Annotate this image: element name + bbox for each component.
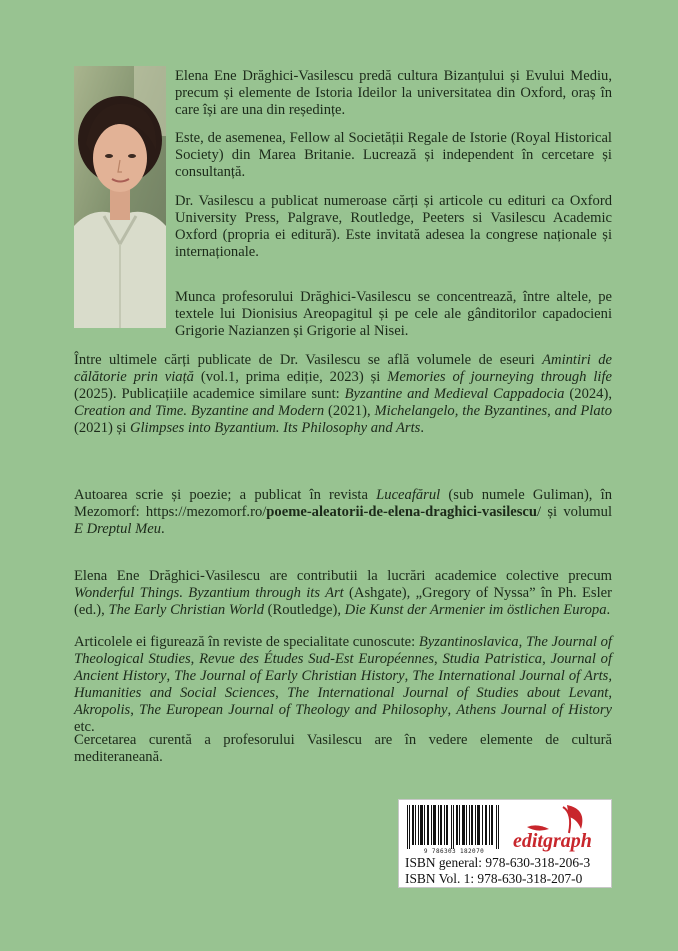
journals-paragraph: Articolele ei figurează în reviste de specialitate cunoscute: Byzantinoslavica, The Journal of Theological Studies, Revue des Études Sud-Est Européennes, Studia Patristica, Journal of Ancient History, The Journal of Early Christian History, The International Journal of Arts, Humanities and Social Sciences, The International Journal of Studies about Levant, Akropolis, The European Journal of Theology and Philosophy, Athens Journal of History etc. [74, 634, 613, 735]
book-title: Memories of journeying through life [387, 369, 612, 385]
work-title: The Early Christian World [108, 602, 265, 618]
editgraph-logo-icon [507, 803, 607, 855]
journal-title: Studia Patristica [442, 651, 543, 667]
poetry-paragraph: Autoarea scrie și poezie; a publicat în revista Luceafărul (sub numele Guliman), în Mezomorf: https://mezomorf.ro/poeme-aleatorii-de-elena-draghici-vasilescu/ și volumul E Dreptul Meu. [74, 487, 612, 537]
book-title: Byzantine and Medieval Cappadocia [344, 386, 565, 402]
books-paragraph: Între ultimele cărți publicate de Dr. Vasilescu se află volumele de eseuri Amintiri de călătorie prin viață (vol.1, prima ediție, 2023) și Memories of journeying through life (2025). Publicațiile academice similare sunt: Byzantine and Medieval Cappadocia (2024), Creation and Time. Byzantine and Modern (2021), Michelangelo, the Byzantines, and Plato (2021) și Glimpses into Byzantium. Its Philosophy and Arts. [74, 352, 613, 436]
barcode-number: 9 786303 182070 [423, 848, 485, 855]
journal-title: Revue des Études Sud-Est Européennes [199, 651, 435, 667]
isbn-vol1: ISBN Vol. 1: 978-630-318-207-0 [405, 871, 583, 886]
poetry-url-path: poeme-aleatorii-de-elena-draghici-vasilescu [266, 504, 538, 520]
journal-title: Byzantinoslavica [418, 634, 519, 650]
current-research-paragraph: Cercetarea curentă a profesorului Vasilescu are în vedere elemente de cultură mediteraneană. [74, 732, 612, 765]
book-title: Amintiri de călătorie prin viață [74, 352, 612, 385]
bio-paragraph-3: Dr. Vasilescu a publicat numeroase cărți și articole cu edituri ca Oxford University Press, Palgrave, Routledge, Peeters si Vasilescu Academic Oxford (propria ei editură). Este invitată adesea la congrese naționale și internaționale. [175, 193, 612, 260]
bio-paragraph-1: Elena Ene Drăghici-Vasilescu predă cultura Bizanțului și Evului Mediu, precum și elemente de Istoria Ideilor la universitatea din Oxford, oraș în care își are una din reședințe. [175, 68, 612, 118]
book-title: Creation and Time. Byzantine and Modern [74, 403, 325, 419]
bio-paragraph-4: Munca profesorului Drăghici-Vasilescu se concentrează, între altele, pe textele lui Dionisius Areopagitul și pe cele ale gânditorilor capadocieni Grigorie Nazianzen și Grigorie al Nisei. [175, 289, 612, 339]
author-photo [74, 66, 166, 328]
journal-title: The European Journal of Theology and Philosophy [139, 702, 448, 718]
journal-title: Akropolis [74, 702, 131, 718]
isbn-general: ISBN general: 978-630-318-206-3 [405, 855, 591, 870]
book-title: Michelangelo, the Byzantines, and Plato [374, 403, 613, 419]
magazine-title: Luceafărul [376, 487, 441, 503]
book-title: Glimpses into Byzantium. Its Philosophy and Arts [129, 420, 421, 436]
barcode-icon [405, 805, 503, 851]
journal-title: Journal of Ancient History [74, 651, 613, 684]
journal-title: The International Journal of Studies about Levant [287, 685, 609, 701]
work-title: Wonderful Things. Byzantium through its Art [74, 585, 344, 601]
collective-works-paragraph: Elena Ene Drăghici-Vasilescu are contributii la lucrări academice colective precum Wonderful Things. Byzantium through its Art (Ashgate), „Gregory of Nyssa” în Ph. Esler (ed.), The Early Christian World (Routledge), Die Kunst der Armenier im östlichen Europa. [74, 568, 612, 618]
journal-title: The International Journal of Arts, Humanities and Social Sciences [74, 668, 613, 701]
author-portrait-icon [74, 66, 166, 328]
isbn-box [398, 799, 612, 888]
bio-paragraph-2: Este, de asemenea, Fellow al Societății Regale de Istorie (Royal Historical Society) din Marea Britanie. Lucrează și independent în cercetare și consultanță. [175, 130, 612, 180]
journal-title: Athens Journal of History [456, 702, 613, 718]
logo-text: editgraph [513, 830, 592, 852]
journal-title: The Journal of Early Christian History [174, 668, 405, 684]
work-title: Die Kunst der Armenier im östlichen Europa [344, 602, 607, 618]
journal-title: The Journal of Theological Studies [74, 634, 612, 667]
poetry-volume-title: E Dreptul Meu [74, 521, 161, 537]
